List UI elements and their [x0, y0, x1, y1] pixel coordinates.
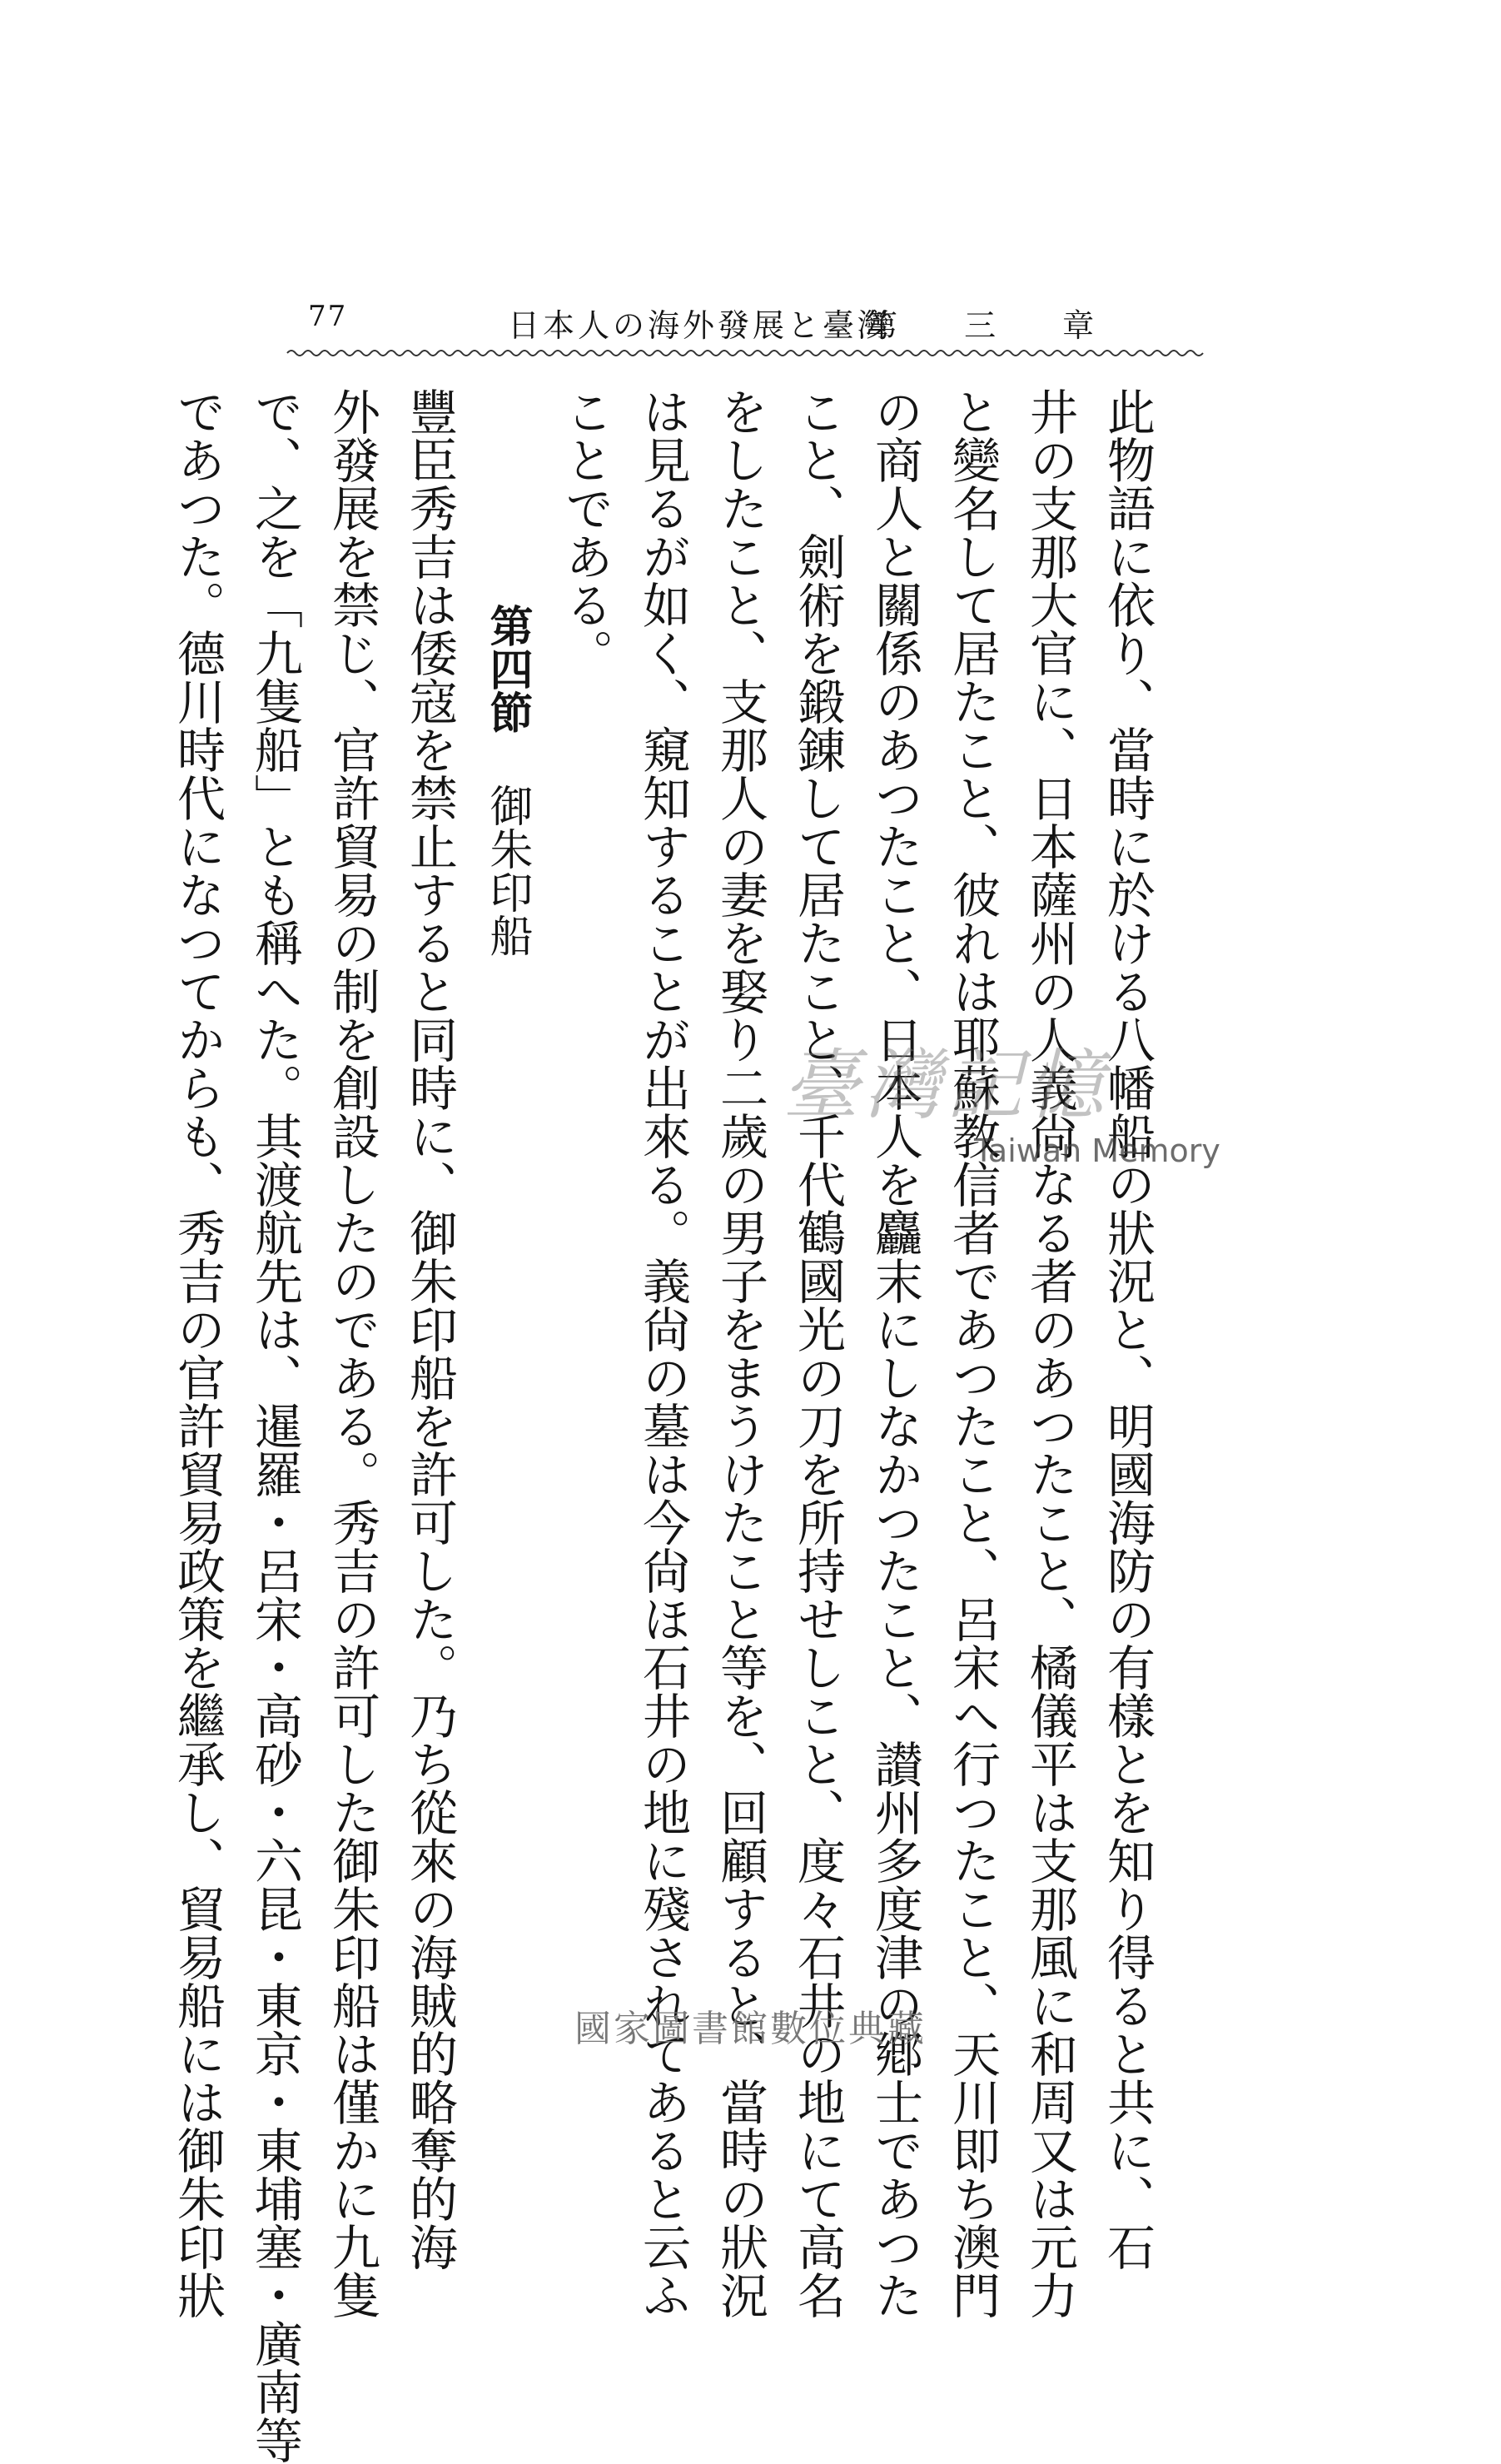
- archive-footer: 國家圖書館數位典藏: [574, 2008, 927, 2050]
- section-heading: [468, 387, 546, 1853]
- section-title: 御朱印船: [482, 784, 532, 957]
- text-line: ことである。: [557, 387, 614, 677]
- chapter-label: 第 三 章: [866, 307, 1123, 344]
- page-number: 77: [308, 300, 348, 333]
- text-line: は見るが如く、窺知することが出來る。義尙の墓は今尙ほ石井の地に殘されてあると云ふ: [634, 387, 691, 2319]
- section-number: 第四節: [482, 604, 533, 734]
- text-line: で、之を「九隻船」とも稱へた。其渡航先は、暹羅・呂宋・高砂・六昆・東京・東埔塞・廣南等: [246, 387, 303, 2464]
- text-line: こと、劍術を鍛錬して居たこと、千代鶴國光の刀を所持せしこと、度々石井の地にて高名: [789, 387, 846, 2319]
- text-line: 井の支那大官に、日本薩州の人義尙なる者のあつたこと、橘儀平は支那風に和周又は元力: [1021, 387, 1078, 2319]
- text-line: をしたこと、支那人の妻を娶り二歲の男子をまうけたこと等を、回顧すると、當時の狀況: [712, 387, 768, 2319]
- watermark-chinese-text: 臺灣記憶: [783, 1041, 1110, 1130]
- text-line: の商人と關係のあつたこと、日本人を麤末にしなかつたこと、讃州多度津の鄕士であつた: [867, 387, 923, 2319]
- text-line: 外發展を禁じ、官許貿易の制を創設したのである。秀吉の許可した御朱印船は僅かに九隻: [324, 387, 380, 2319]
- text-line: と變名して居たこと、彼れは耶蘇教信者であつたこと、呂宋へ行つたこと、天川即ち澳門: [944, 387, 1001, 2319]
- watermark-english-text: Taiwan Memory: [974, 1132, 1220, 1169]
- taiwan-memory-watermark: [783, 1024, 1220, 1169]
- text-line: であつた。德川時代になつてからも、秀吉の官許貿易政策を繼承し、貿易船には御朱印狀: [169, 387, 226, 2319]
- text-line: 豐臣秀吉は倭寇を禁止すると同時に、御朱印船を許可した。乃ち從來の海賊的略奪的海: [401, 387, 458, 2271]
- text-line: 此物語に依り、當時に於ける八幡船の狀況と、明國海防の有樣とを知り得ると共に、石: [1099, 387, 1156, 2271]
- running-title: 日本人の海外發展と臺灣: [508, 307, 893, 344]
- header-rule: [287, 348, 1203, 358]
- running-header: [0, 300, 1501, 350]
